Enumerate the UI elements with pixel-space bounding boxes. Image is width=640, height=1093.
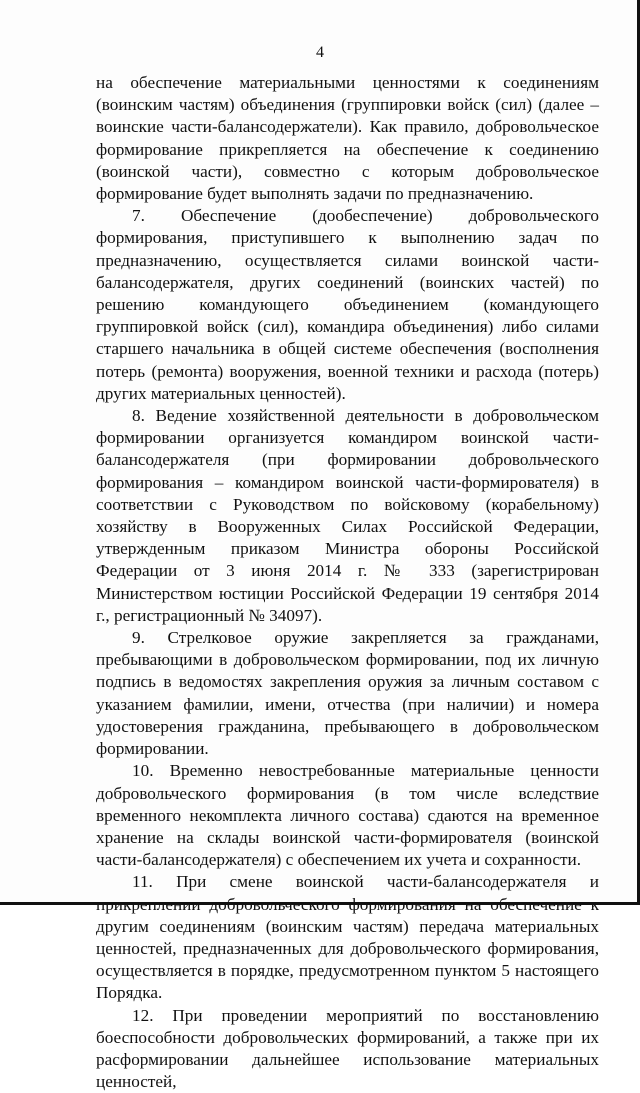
page-number: 4 xyxy=(316,44,324,61)
document-body xyxy=(96,72,599,1093)
paragraph-item-11: 11. При смене воинской части-балансодержателя и другим соединениям (воинским частям) передача материальных ценностей, предназначенных для добровольческого формирования, осуществляется в порядке, предусмотренном пунктом 5 настоящего Порядка. xyxy=(96,872,599,1003)
paragraph-continuation: на обеспечение материальными ценностями к соединениям (воинским частям) объединения (группировки войск (сил) (далее – воинские части-балансодержатели). Как правило, добровольческое формирование прикрепляется на обеспечение к соединению (воинской части), совместно с которым добровольческое формирование будет выполнять задачи по предназначению. xyxy=(96,73,599,204)
paragraph-item-12: 12. При проведении мероприятий по восстановлению боеспособности добровольческих формирований, а также при их расформировании дальнейшее использование материальных ценностей, xyxy=(96,1005,599,1092)
paragraph-item-10: 10. Временно невостребованные материальные ценности добровольческого формирования (в том числе вследствие временного некомплекта личного состава) сдаются на временное хранение на склады воинской части-формирователя (воинской части-балансодержателя) с обеспечением их учета и сохранности. xyxy=(96,761,599,870)
paragraph-item-7: 7. Обеспечение (дообеспечение) добровольческого формирования, приступившего к выполнению задач по предназначению, осуществляется силами воинской части-балансодержателя, других соединений (воинских частей) по решению командующего объединением (командующего группировкой войск (сил), командира объединения) либо силами старшего начальника в общей системе обеспечения (восполнения потерь (ремонта) вооружения, военной техники и расхода (потерь) других материальных ценностей). xyxy=(96,206,599,403)
paragraph-item-9: 9. Стрелковое оружие закрепляется за гражданами, пребывающими в добровольческом формировании, под их личную подпись в ведомостях закрепления оружия за личным составом с указанием фамилии, имени, отчества (при наличии) и номера удостоверения гражданина, пребывающего в добровольческом формировании. xyxy=(96,628,599,759)
paragraph-item-8: 8. Ведение хозяйственной деятельности в добровольческом формировании организуется командиром воинской части-балансодержателя (при формировании добровольческого формирования – командиром воинской части-формирователя) в соответствии с Руководством по войсковому (корабельному) хозяйству в Вооруженных Силах Российской Федерации, утвержденным приказом Министра обороны Российской Федерации от 3 июня 2014 г. № 333 (зарегистрирован Министерством юстиции Российской Федерации 19 сентября 2014 г., регистрационный № 34097). xyxy=(96,406,599,625)
